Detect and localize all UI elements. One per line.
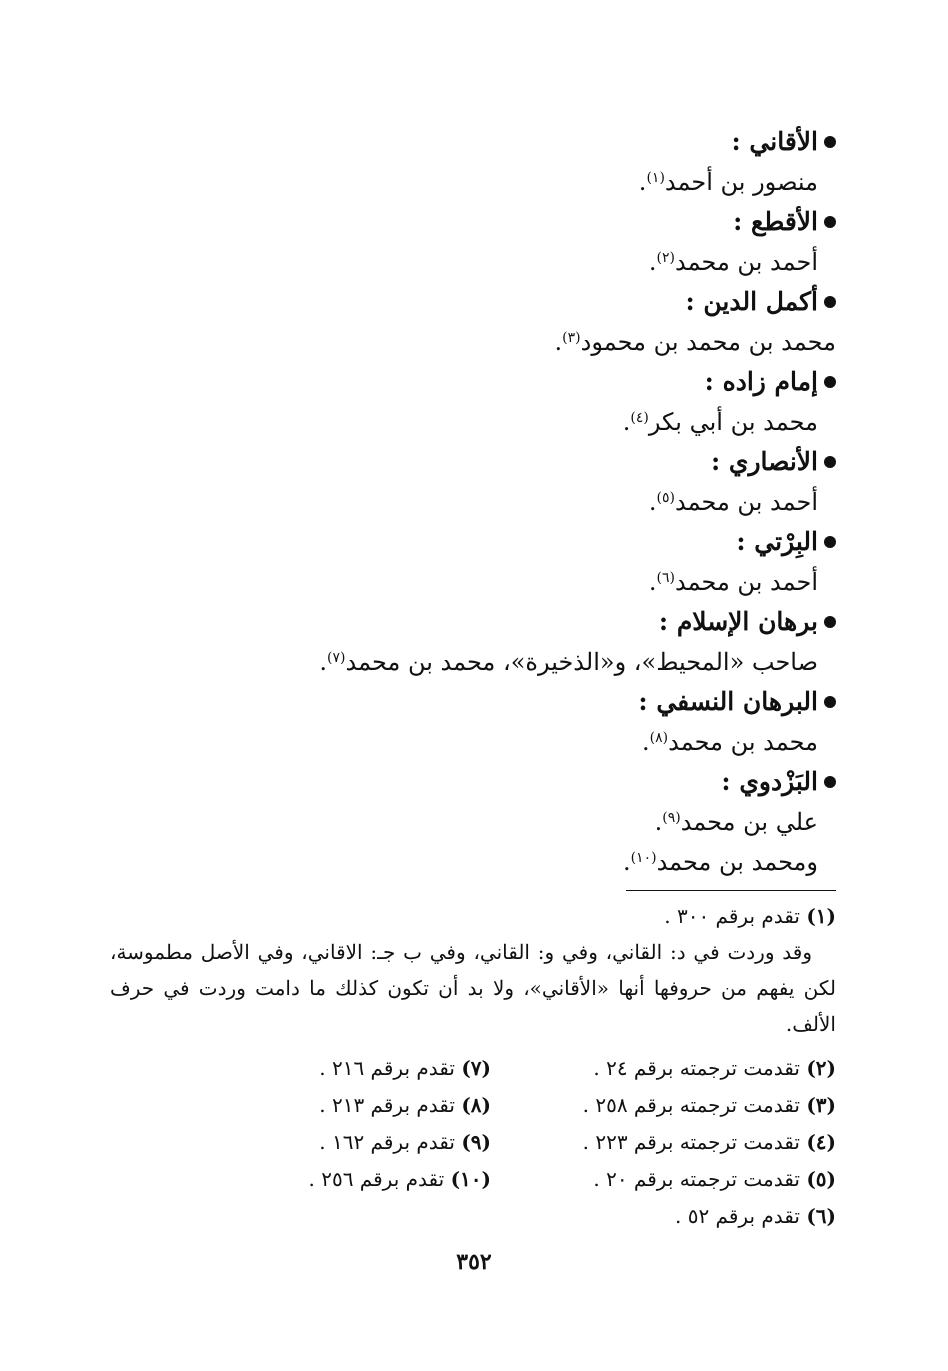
entry-body: محمد بن محمد$^{(٨)}$. xyxy=(642,728,818,756)
footnote-item: (٩) تقدم برقم ١٦٢ . xyxy=(319,1130,491,1154)
bullet-icon xyxy=(824,616,836,628)
footnote-ref: (٤) xyxy=(630,410,649,426)
entry-heading: إمام زاده : xyxy=(116,362,836,402)
footnote-ref: (١٠) xyxy=(630,850,657,866)
footnote-ref: (٩) xyxy=(662,810,681,826)
bullet-icon xyxy=(824,216,836,228)
entry-heading: البَزْدوي : xyxy=(116,762,836,802)
entry-body: ومحمد بن محمد$^{(١٠)}$. xyxy=(622,848,818,876)
entry-heading: الأنصاري : xyxy=(116,442,836,482)
entry-heading: الأقطع : xyxy=(116,202,836,242)
bullet-icon xyxy=(824,696,836,708)
footnote-ref: (١) xyxy=(646,170,665,186)
footnote-ref: (٨) xyxy=(649,730,669,746)
entry-heading: برهان الإسلام : xyxy=(116,602,836,642)
footnote-columns xyxy=(110,1050,836,1230)
entries-list xyxy=(116,122,836,882)
bullet-icon xyxy=(824,376,836,388)
footnote-item: (٥) تقدمت ترجمته برقم ٢٠ . xyxy=(593,1167,836,1191)
entry-body: أحمد بن محمد$^{(٢)}$. xyxy=(648,248,818,276)
footnote-item: (٧) تقدم برقم ٢١٦ . xyxy=(319,1056,491,1080)
entry-body: منصور بن أحمد$^{(١)}$. xyxy=(638,168,818,196)
entry-body: أحمد بن محمد$^{(٦)}$. xyxy=(648,568,818,596)
footnote-ref: (٧) xyxy=(327,650,346,666)
bullet-icon xyxy=(824,296,836,308)
footnote-item: (٢) تقدمت ترجمته برقم ٢٤ . xyxy=(593,1056,836,1080)
footnote-ref: (٢) xyxy=(656,250,675,266)
footnote-column-right xyxy=(546,1050,836,1235)
footnote-column-left xyxy=(231,1050,491,1198)
entry-body: صاحب «المحيط»، و«الذخيرة»، محمد بن محمد$^{(٧)}$. xyxy=(319,648,818,676)
entry-body: محمد بن محمد بن محمود$^{(٣)}$. xyxy=(554,328,836,356)
footnote-item: (٦) تقدم برقم ٥٢ . xyxy=(674,1204,836,1228)
bullet-icon xyxy=(824,136,836,148)
footnote-item: (٤) تقدمت ترجمته برقم ٢٢٣ . xyxy=(582,1130,836,1154)
entry-heading: البِرْتي : xyxy=(116,522,836,562)
footnote-item: (٨) تقدم برقم ٢١٣ . xyxy=(319,1093,491,1117)
entry-body: علي بن محمد$^{(٩)}$. xyxy=(654,808,818,836)
entry-heading: الأقاني : xyxy=(116,122,836,162)
footnotes xyxy=(110,898,836,1042)
entry-body: أحمد بن محمد$^{(٥)}$. xyxy=(648,488,818,516)
footnote-divider xyxy=(626,890,836,891)
footnote-ref: (٣) xyxy=(562,330,581,346)
page-number: ٣٥٢ xyxy=(456,1249,492,1275)
footnote-item: (٣) تقدمت ترجمته برقم ٢٥٨ . xyxy=(582,1093,836,1117)
bullet-icon xyxy=(824,456,836,468)
entry-heading: أكمل الدين : xyxy=(116,282,836,322)
entry-body: محمد بن أبي بكر$^{(٤)}$. xyxy=(622,408,818,436)
footnote-item: (١٠) تقدم برقم ٢٥٦ . xyxy=(308,1167,491,1191)
footnote-1-paragraph: وقد وردت في د: القاني، وفي و: القاني، وفي ب جـ: الاقاني، وفي الأصل مطموسة، لكن يفهم من حروفها أنها «الأقاني»، ولا بد أن تكون كذلك ما دامت وردت في حرف الألف. xyxy=(110,940,836,1036)
entry-heading: البرهان النسفي : xyxy=(116,682,836,722)
footnote-1: (١) تقدم برقم ٣٠٠ . xyxy=(664,904,836,928)
footnote-ref: (٦) xyxy=(656,570,675,586)
footnote-ref: (٥) xyxy=(656,490,675,506)
bullet-icon xyxy=(824,536,836,548)
bullet-icon xyxy=(824,776,836,788)
